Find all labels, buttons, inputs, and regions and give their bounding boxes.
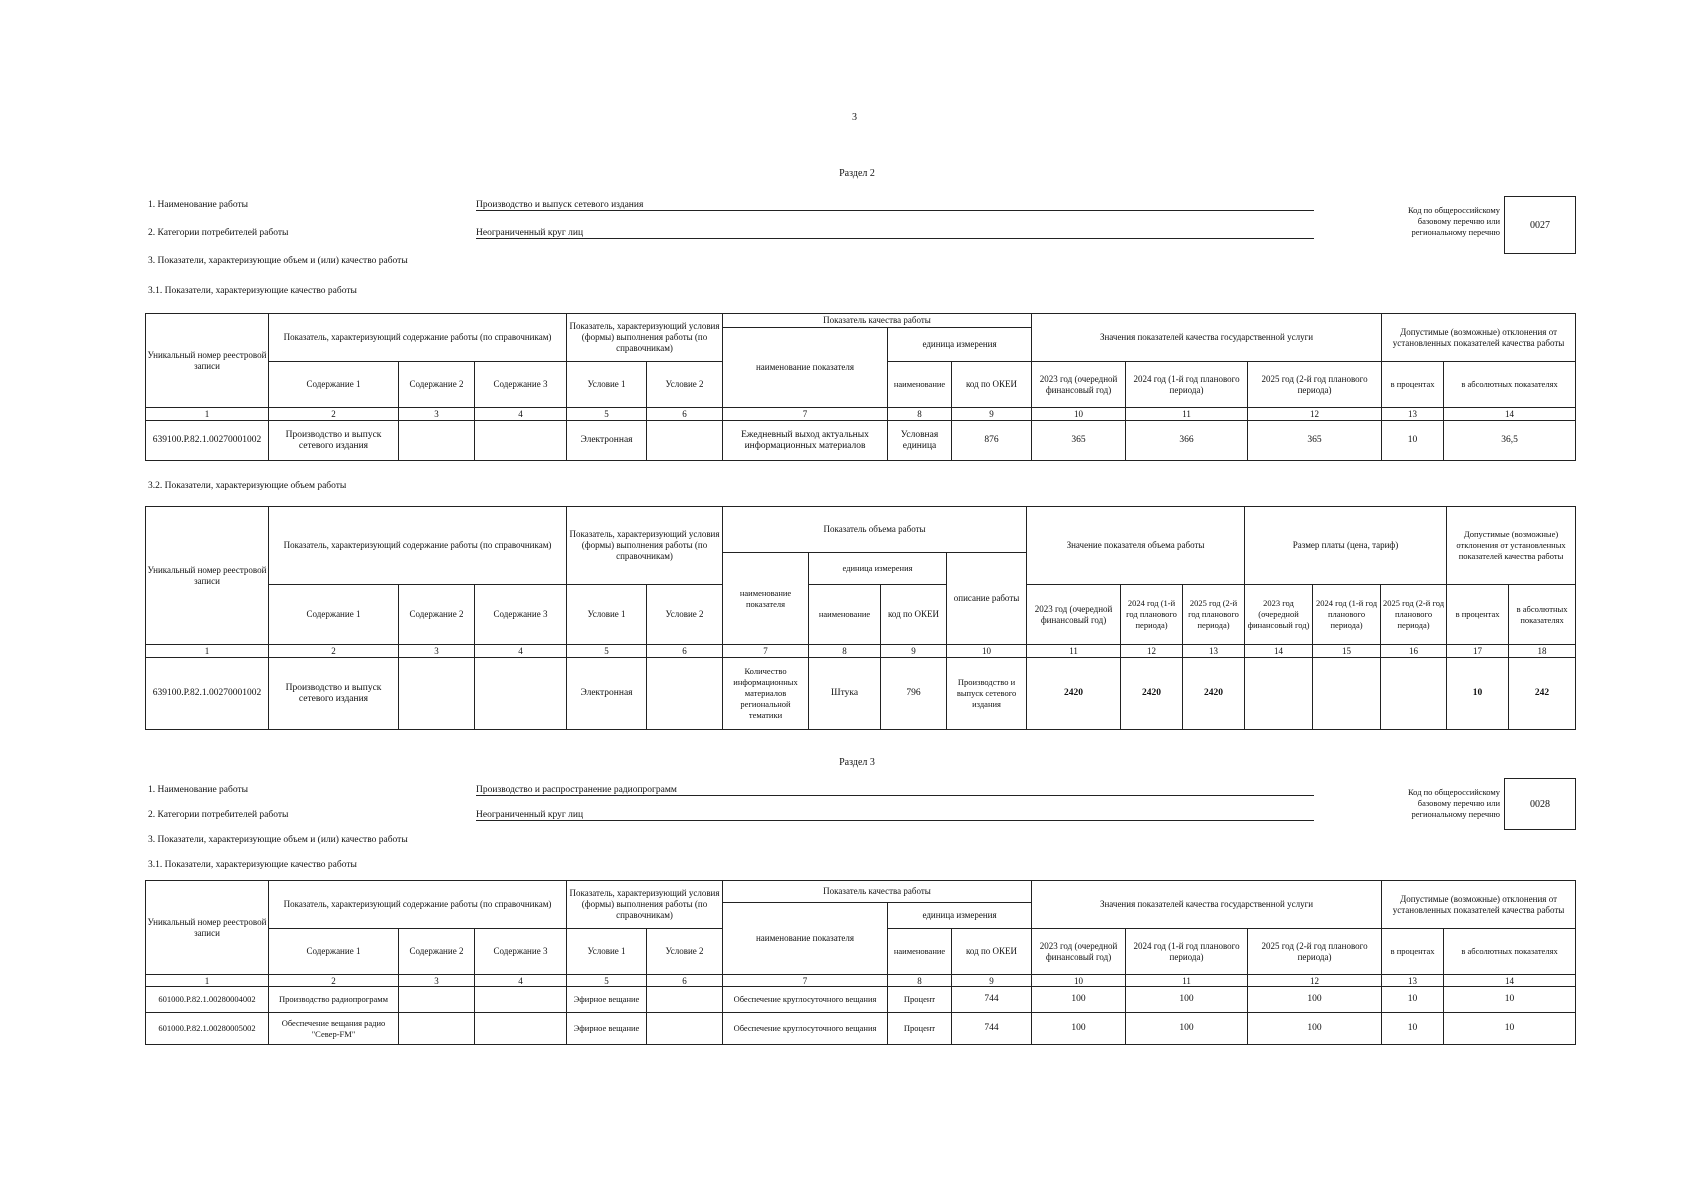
code-box: 0027: [1504, 196, 1576, 254]
cell-content1: Производство и выпуск сетевого издания: [269, 421, 399, 461]
cell-unit: Процент: [888, 1013, 952, 1045]
col-num: 11: [1126, 408, 1248, 421]
quality-heading: 3.1. Показатели, характеризующие качество работы: [148, 286, 357, 296]
col-num: 8: [888, 408, 952, 421]
table-row: [146, 421, 1576, 461]
h-description: описание работы: [947, 553, 1027, 645]
cell-content2: [399, 987, 475, 1013]
table-row: [146, 658, 1576, 730]
cell-id: 601000.Р.82.1.00280004002: [146, 987, 269, 1013]
h-c3: Содержание 3: [475, 585, 567, 645]
cell-condition1: Электронная: [567, 421, 647, 461]
cell-unit: Условная единица: [888, 421, 952, 461]
cell-unit: Штука: [809, 658, 881, 730]
cell-id: 639100.Р.82.1.00270001002: [146, 658, 269, 730]
cell-v2024: 2420: [1121, 658, 1183, 730]
cell-pct: 10: [1447, 658, 1509, 730]
col-num: 6: [647, 408, 723, 421]
col-num: 10: [947, 645, 1027, 658]
cell-abs: 10: [1444, 987, 1576, 1013]
h-quality: Показатель качества работы: [723, 881, 1032, 903]
h-c2: Содержание 2: [399, 585, 475, 645]
cell-content3: [475, 421, 567, 461]
col-num: 16: [1381, 645, 1447, 658]
quality-table-s2: [145, 313, 1576, 461]
col-num: 4: [475, 975, 567, 987]
col-num: 10: [1032, 975, 1126, 987]
h-y2025: 2025 год (2-й год планового периода): [1248, 929, 1382, 975]
h-u2: Условие 2: [647, 585, 723, 645]
cell-y2025: 100: [1248, 1013, 1382, 1045]
table-row: [146, 1013, 1576, 1045]
cell-indicator: Количество информационных материалов региональной тематики: [723, 658, 809, 730]
col-num: 17: [1447, 645, 1509, 658]
indicators-heading: 3. Показатели, характеризующие объем и (или) качество работы: [148, 835, 408, 845]
h-content: Показатель, характеризующий содержание работы (по справочникам): [269, 507, 567, 585]
code-label: Код по общероссийскому базовому перечню или региональному перечню: [1407, 787, 1500, 819]
section-2-title: Раздел 2: [839, 168, 875, 179]
h-y2023: 2023 год (очередной финансовый год): [1027, 585, 1121, 645]
cell-condition2: [647, 1013, 723, 1045]
h-y2023: 2023 год (очередной финансовый год): [1032, 929, 1126, 975]
col-num: 2: [269, 408, 399, 421]
cell-content2: [399, 421, 475, 461]
h-c3: Содержание 3: [475, 362, 567, 408]
cell-fee-2025: [1381, 658, 1447, 730]
col-num: 11: [1126, 975, 1248, 987]
cell-content2: [399, 658, 475, 730]
cell-indicator: Ежедневный выход актуальных информационных материалов: [723, 421, 888, 461]
h-u1: Условие 1: [567, 362, 647, 408]
cell-indicator: Обеспечение круглосуточного вещания: [723, 987, 888, 1013]
cell-content3: [475, 1013, 567, 1045]
cell-y2023: 365: [1032, 421, 1126, 461]
h-indicator-name: наименование показателя: [723, 328, 888, 408]
col-num: 5: [567, 408, 647, 421]
col-num: 9: [952, 408, 1032, 421]
h-unique: Уникальный номер реестровой записи: [146, 881, 269, 975]
cell-condition2: [647, 987, 723, 1013]
cell-fee-2023: [1245, 658, 1313, 730]
h-deviation: Допустимые (возможные) отклонения от установленных показателей качества работы: [1447, 507, 1576, 585]
h-c1: Содержание 1: [269, 585, 399, 645]
cell-abs: 36,5: [1444, 421, 1576, 461]
h-y2024: 2024 год (1-й год планового периода): [1126, 929, 1248, 975]
col-num: 3: [399, 975, 475, 987]
table-row: [146, 987, 1576, 1013]
col-num: 18: [1509, 645, 1576, 658]
col-num: 1: [146, 975, 269, 987]
h-u2: Условие 2: [647, 362, 723, 408]
h-abs: в абсолютных показателях: [1444, 362, 1576, 408]
h-u1: Условие 1: [567, 585, 647, 645]
cell-content2: [399, 1013, 475, 1045]
category-value: Неограниченный круг лиц: [476, 810, 1314, 821]
col-num: 3: [399, 645, 475, 658]
cell-y2025: 100: [1248, 987, 1382, 1013]
h-conditions: Показатель, характеризующий условия (формы) выполнения работы (по справочникам): [567, 314, 723, 362]
quality-table-s3: [145, 880, 1576, 1045]
cell-content1: Производство радиопрограмм: [269, 987, 399, 1013]
col-num: 11: [1027, 645, 1121, 658]
col-num: 12: [1121, 645, 1183, 658]
section-3-title: Раздел 3: [839, 757, 875, 768]
h-fee-y2023: 2023 год (очередной финансовый год): [1245, 585, 1313, 645]
work-name-value: Производство и выпуск сетевого издания: [476, 200, 1314, 211]
col-num: 12: [1248, 408, 1382, 421]
page-number: 3: [852, 112, 857, 123]
cell-y2025: 365: [1248, 421, 1382, 461]
h-c2: Содержание 2: [399, 929, 475, 975]
work-name-label: 1. Наименование работы: [148, 200, 249, 210]
col-num: 9: [881, 645, 947, 658]
h-y2025: 2025 год (2-й год планового периода): [1248, 362, 1382, 408]
h-c1: Содержание 1: [269, 929, 399, 975]
h-volume: Показатель объема работы: [723, 507, 1027, 553]
cell-abs: 242: [1509, 658, 1576, 730]
cell-content1: Производство и выпуск сетевого издания: [269, 658, 399, 730]
col-num: 1: [146, 645, 269, 658]
cell-v2023: 2420: [1027, 658, 1121, 730]
category-label: 2. Категории потребителей работы: [148, 228, 289, 238]
cell-y2024: 100: [1126, 1013, 1248, 1045]
h-indicator-name: наименование показателя: [723, 553, 809, 645]
col-num: 4: [475, 645, 567, 658]
col-num: 14: [1444, 975, 1576, 987]
cell-content3: [475, 658, 567, 730]
col-num: 3: [399, 408, 475, 421]
cell-unit: Процент: [888, 987, 952, 1013]
h-deviation: Допустимые (возможные) отклонения от установленных показателей качества работы: [1382, 881, 1576, 929]
category-value: Неограниченный круг лиц: [476, 228, 1314, 239]
col-num: 4: [475, 408, 567, 421]
h-fee: Размер платы (цена, тариф): [1245, 507, 1447, 585]
h-unit-name: наименование: [888, 362, 952, 408]
cell-pct: 10: [1382, 1013, 1444, 1045]
col-num: 5: [567, 645, 647, 658]
code-label: Код по общероссийскому базовому перечню или региональному перечню: [1407, 205, 1500, 237]
volume-table-s2: [145, 506, 1576, 730]
h-content: Показатель, характеризующий содержание работы (по справочникам): [269, 881, 567, 929]
cell-condition2: [647, 421, 723, 461]
col-num: 6: [647, 975, 723, 987]
h-c1: Содержание 1: [269, 362, 399, 408]
col-num: 12: [1248, 975, 1382, 987]
h-unique: Уникальный номер реестровой записи: [146, 314, 269, 408]
h-fee-y2024: 2024 год (1-й год планового периода): [1313, 585, 1381, 645]
h-okei: код по ОКЕИ: [881, 585, 947, 645]
col-num: 13: [1382, 975, 1444, 987]
h-values: Значения показателей качества государственной услуги: [1032, 881, 1382, 929]
cell-description: Производство и выпуск сетевого издания: [947, 658, 1027, 730]
h-pct: в процентах: [1447, 585, 1509, 645]
h-y2025: 2025 год (2-й год планового периода): [1183, 585, 1245, 645]
col-num: 7: [723, 975, 888, 987]
cell-condition2: [647, 658, 723, 730]
h-pct: в процентах: [1382, 929, 1444, 975]
col-num: 8: [888, 975, 952, 987]
cell-condition1: Эфирное вещание: [567, 987, 647, 1013]
col-num: 9: [952, 975, 1032, 987]
h-fee-y2025: 2025 год (2-й год планового периода): [1381, 585, 1447, 645]
quality-heading: 3.1. Показатели, характеризующие качество работы: [148, 860, 357, 870]
col-num: 1: [146, 408, 269, 421]
h-y2024: 2024 год (1-й год планового периода): [1126, 362, 1248, 408]
cell-indicator: Обеспечение круглосуточного вещания: [723, 1013, 888, 1045]
h-unit: единица измерения: [809, 553, 947, 585]
h-values: Значения показателей качества государственной услуги: [1032, 314, 1382, 362]
cell-content1: Обеспечение вещания радио "Север-FM": [269, 1013, 399, 1045]
h-c3: Содержание 3: [475, 929, 567, 975]
col-num: 8: [809, 645, 881, 658]
col-num: 2: [269, 645, 399, 658]
col-num: 7: [723, 645, 809, 658]
cell-content3: [475, 987, 567, 1013]
col-num: 14: [1245, 645, 1313, 658]
h-unit-name: наименование: [809, 585, 881, 645]
work-name-label: 1. Наименование работы: [148, 785, 249, 795]
h-quality: Показатель качества работы: [723, 314, 1032, 328]
h-pct: в процентах: [1382, 362, 1444, 408]
col-num: 13: [1382, 408, 1444, 421]
h-y2024: 2024 год (1-й год планового периода): [1121, 585, 1183, 645]
cell-pct: 10: [1382, 421, 1444, 461]
cell-abs: 10: [1444, 1013, 1576, 1045]
h-unit: единица измерения: [888, 903, 1032, 929]
h-indicator-name: наименование показателя: [723, 903, 888, 975]
cell-pct: 10: [1382, 987, 1444, 1013]
h-okei: код по ОКЕИ: [952, 929, 1032, 975]
col-num: 6: [647, 645, 723, 658]
cell-fee-2024: [1313, 658, 1381, 730]
h-u1: Условие 1: [567, 929, 647, 975]
h-deviation: Допустимые (возможные) отклонения от установленных показателей качества работы: [1382, 314, 1576, 362]
h-abs: в абсолютных показателях: [1444, 929, 1576, 975]
col-num: 13: [1183, 645, 1245, 658]
h-content: Показатель, характеризующий содержание работы (по справочникам): [269, 314, 567, 362]
cell-y2024: 366: [1126, 421, 1248, 461]
col-num: 7: [723, 408, 888, 421]
h-y2023: 2023 год (очередной финансовый год): [1032, 362, 1126, 408]
cell-y2023: 100: [1032, 987, 1126, 1013]
h-conditions: Показатель, характеризующий условия (формы) выполнения работы (по справочникам): [567, 881, 723, 929]
col-num: 15: [1313, 645, 1381, 658]
col-num: 5: [567, 975, 647, 987]
h-conditions: Показатель, характеризующий условия (формы) выполнения работы (по справочникам): [567, 507, 723, 585]
category-label: 2. Категории потребителей работы: [148, 810, 289, 820]
code-box: 0028: [1504, 778, 1576, 830]
h-c2: Содержание 2: [399, 362, 475, 408]
cell-y2023: 100: [1032, 1013, 1126, 1045]
col-num: 2: [269, 975, 399, 987]
indicators-heading: 3. Показатели, характеризующие объем и (или) качество работы: [148, 256, 408, 266]
cell-okei: 744: [952, 1013, 1032, 1045]
cell-condition1: Эфирное вещание: [567, 1013, 647, 1045]
h-unique: Уникальный номер реестровой записи: [146, 507, 269, 645]
volume-heading: 3.2. Показатели, характеризующие объем работы: [148, 481, 347, 491]
h-u2: Условие 2: [647, 929, 723, 975]
h-abs: в абсолютных показателях: [1509, 585, 1576, 645]
col-num: 14: [1444, 408, 1576, 421]
h-unit: единица измерения: [888, 328, 1032, 362]
cell-v2025: 2420: [1183, 658, 1245, 730]
cell-condition1: Электронная: [567, 658, 647, 730]
cell-okei: 744: [952, 987, 1032, 1013]
cell-id: 601000.Р.82.1.00280005002: [146, 1013, 269, 1045]
h-unit-name: наименование: [888, 929, 952, 975]
cell-id: 639100.Р.82.1.00270001002: [146, 421, 269, 461]
h-okei: код по ОКЕИ: [952, 362, 1032, 408]
h-values: Значение показателя объема работы: [1027, 507, 1245, 585]
col-num: 10: [1032, 408, 1126, 421]
cell-y2024: 100: [1126, 987, 1248, 1013]
cell-okei: 796: [881, 658, 947, 730]
work-name-value: Производство и распространение радиопрограмм: [476, 785, 1314, 796]
cell-okei: 876: [952, 421, 1032, 461]
